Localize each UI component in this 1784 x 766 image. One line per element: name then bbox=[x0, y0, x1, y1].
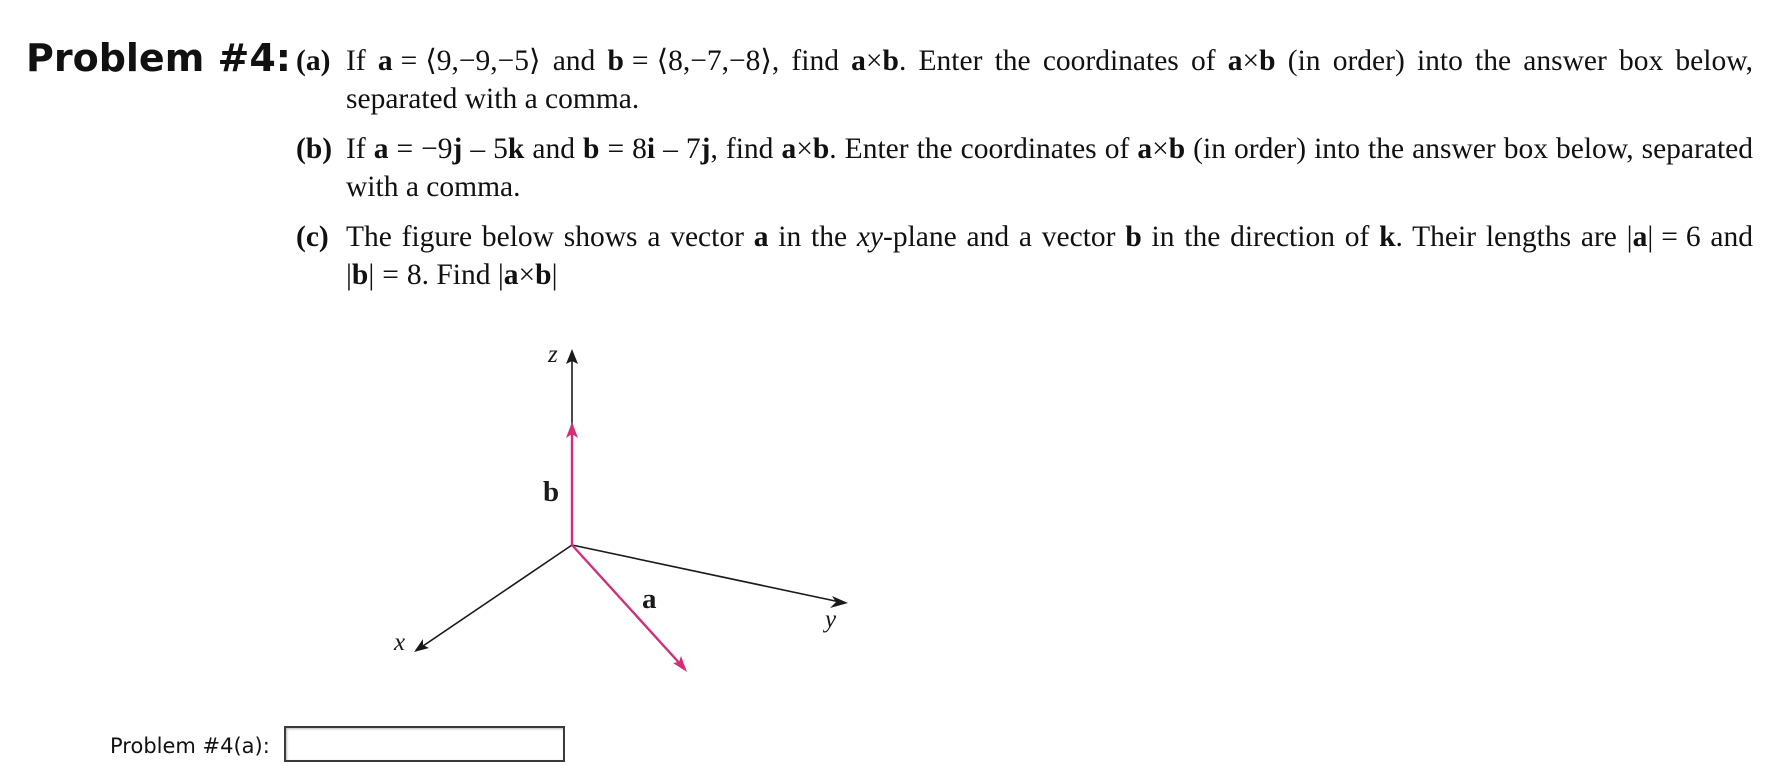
part-c bbox=[296, 218, 1753, 294]
part-a bbox=[296, 42, 1753, 118]
vector-a-label: a bbox=[642, 583, 657, 615]
answer-label: Problem #4(a): bbox=[110, 734, 270, 758]
z-axis-label: z bbox=[548, 341, 558, 368]
answer-input[interactable] bbox=[284, 726, 565, 762]
part-b bbox=[296, 130, 1753, 206]
part-b-letter: (b) bbox=[296, 133, 333, 165]
part-c-letter: (c) bbox=[296, 221, 329, 253]
part-b-text: If a = −9j – 5k and b = 8i – 7j, find a×b. Enter the coordinates of a×b (in order) into the answer box below, separated with a comma. bbox=[346, 133, 1753, 203]
vector-figure bbox=[380, 330, 860, 690]
vector-diagram bbox=[380, 330, 860, 690]
x-axis-label: x bbox=[394, 629, 406, 656]
axes bbox=[420, 358, 840, 648]
part-a-text: If a = ⟨9,−9,−5⟩ and b = ⟨8,−7,−8⟩, find a×b. Enter the coordinates of a×b (in order) into the answer box below, separated with a comma. bbox=[346, 45, 1753, 115]
vector-a-arrow bbox=[572, 545, 682, 666]
axis-arrowheads bbox=[414, 349, 848, 652]
problem-title: Problem #4: bbox=[26, 36, 291, 80]
vector-b-label: b bbox=[543, 476, 560, 508]
part-c-text: The figure below shows a vector a in the xy-plane and a vector b in the direction of k. Their lengths are |a| = 6 and |b| = 8. Find |a×b| bbox=[346, 221, 1753, 291]
problem-parts bbox=[296, 42, 1753, 306]
part-a-letter: (a) bbox=[296, 45, 331, 77]
vector-a-value: ⟨9,−9,−5⟩ bbox=[425, 45, 541, 77]
x-axis bbox=[420, 545, 572, 648]
y-axis bbox=[572, 545, 840, 602]
vector-b-value: ⟨8,−7,−8⟩ bbox=[656, 45, 772, 77]
y-axis-label: y bbox=[825, 606, 837, 633]
x-axis-arrowhead bbox=[414, 639, 429, 652]
